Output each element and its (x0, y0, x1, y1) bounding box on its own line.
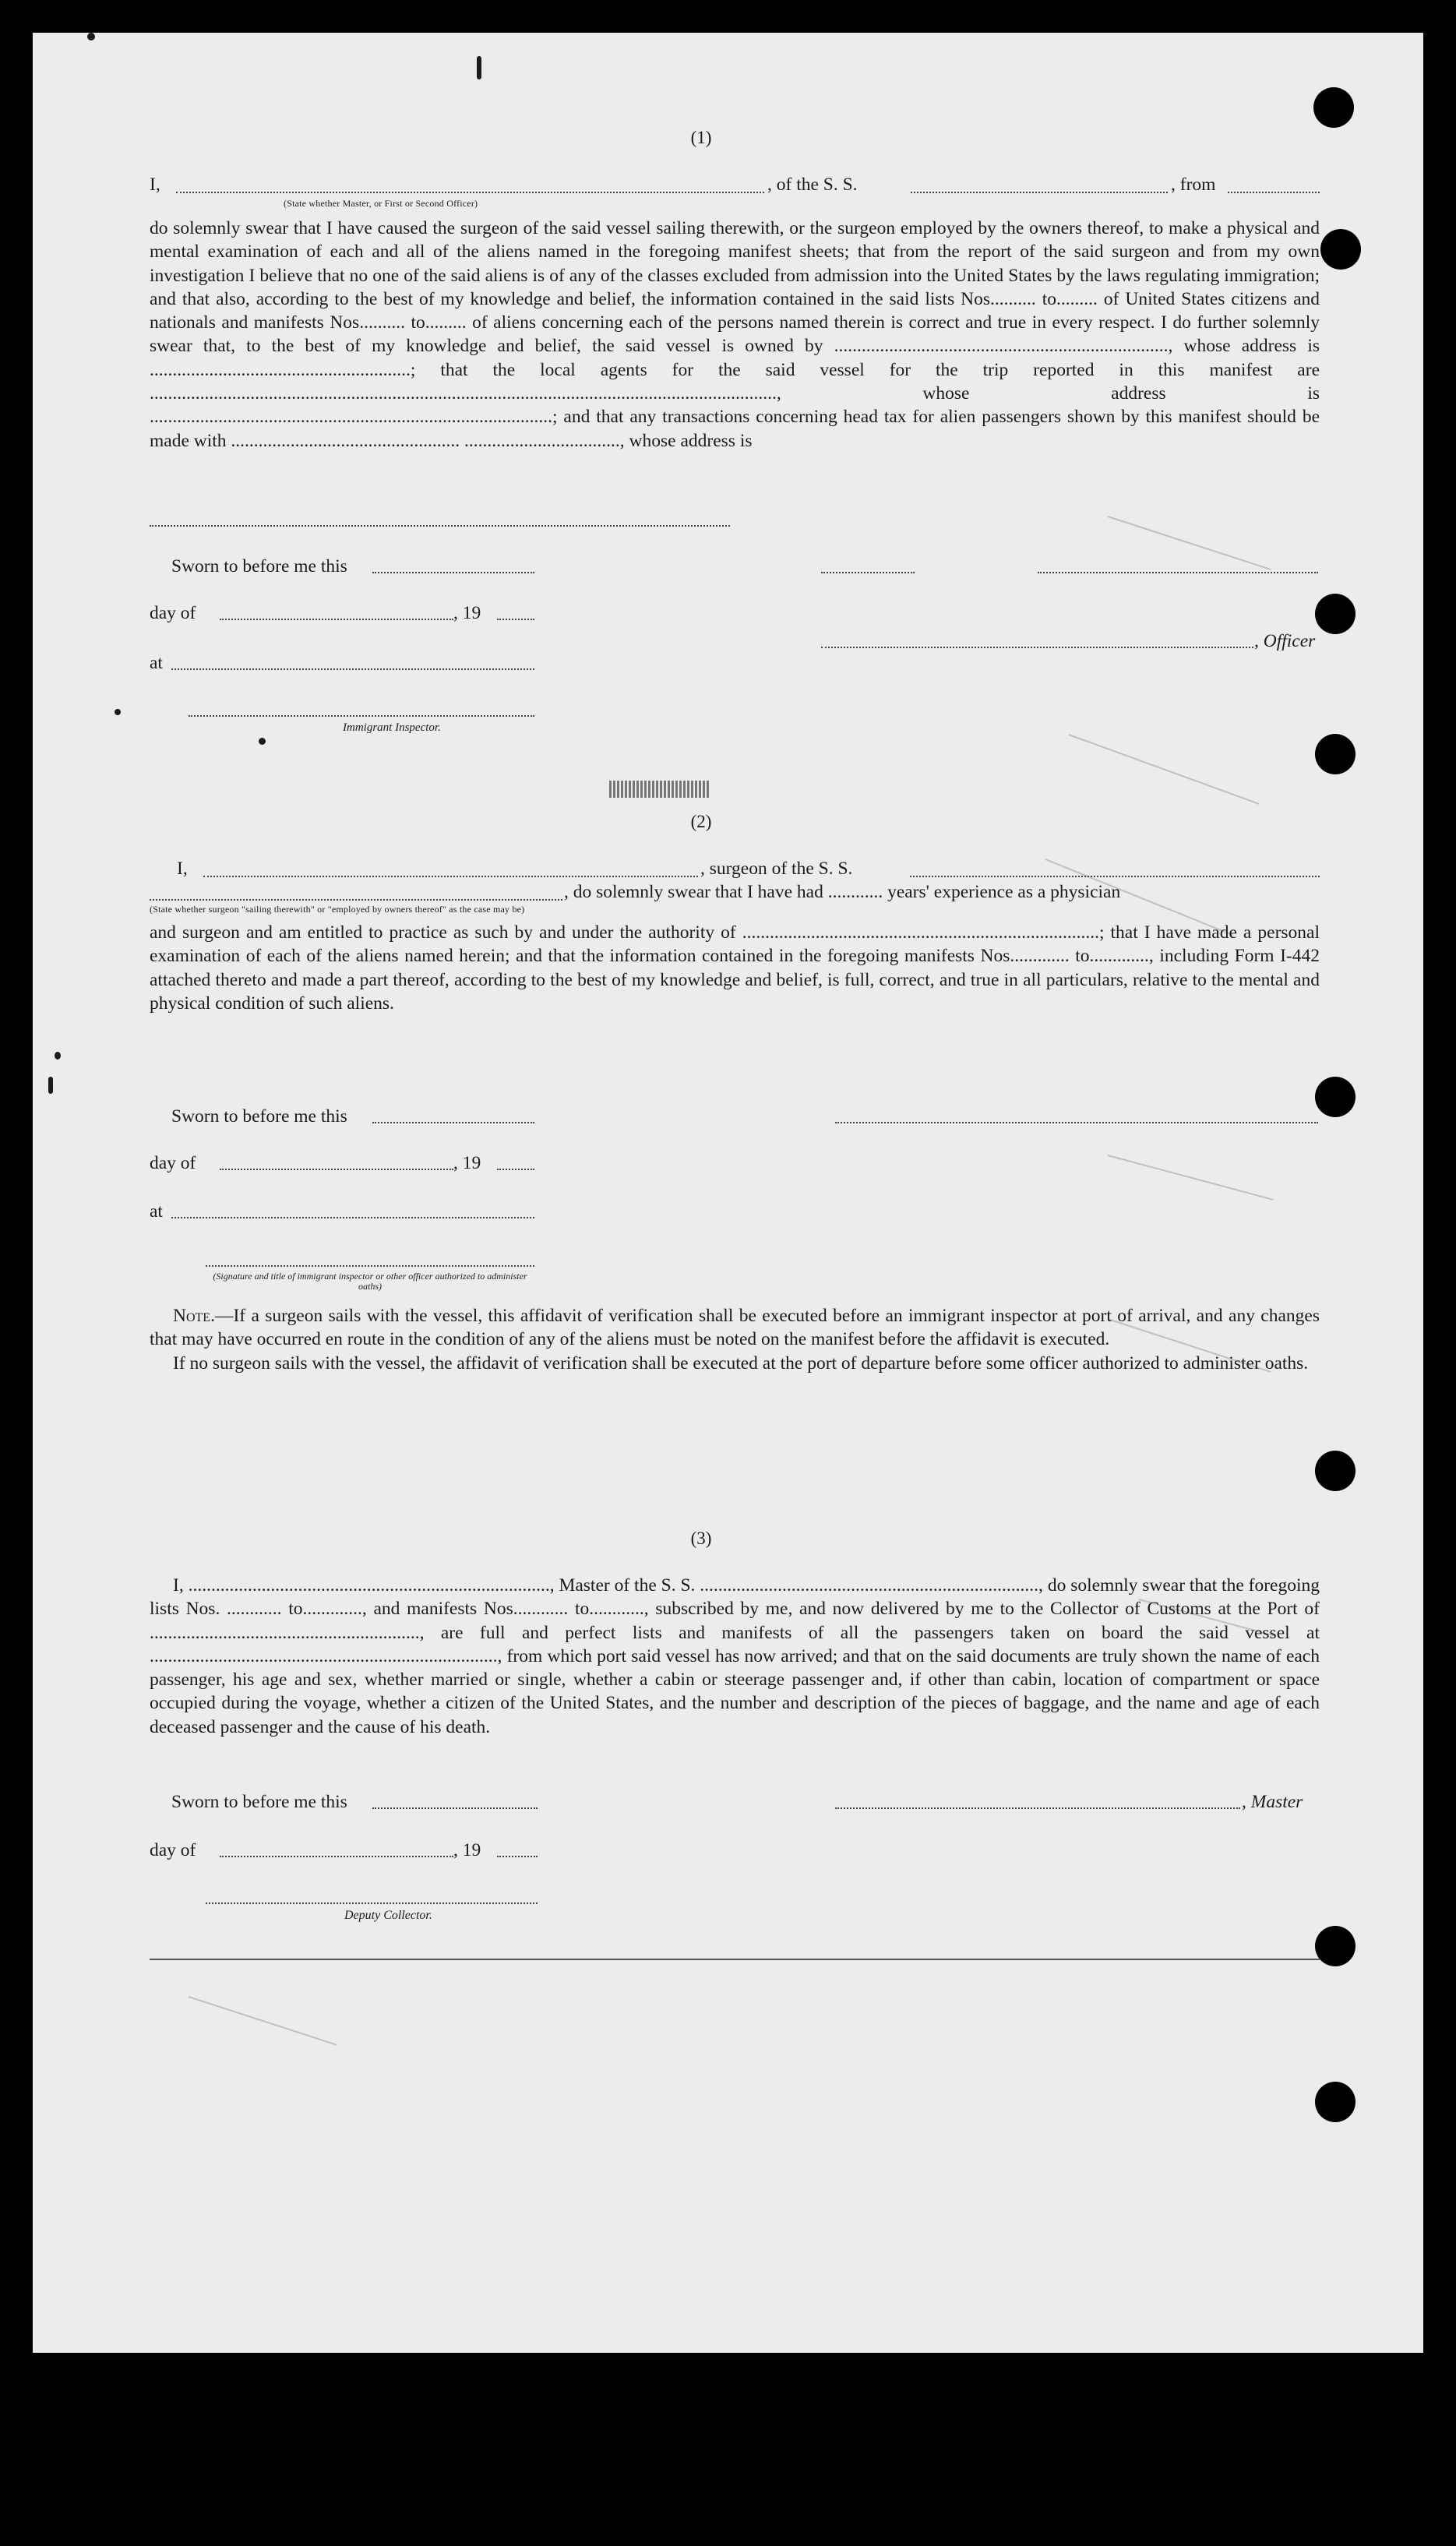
bottom-rule (150, 1959, 1320, 1960)
fill-line (220, 619, 453, 620)
sworn-label: Sworn to before me this (171, 1792, 347, 1812)
fill-line (150, 525, 730, 527)
binder-hole (1315, 1451, 1356, 1491)
section-1-prefix: I, (150, 175, 160, 195)
fill-line (171, 1217, 534, 1218)
note-label: Note. (173, 1306, 215, 1326)
section-2-sworn (171, 1106, 347, 1127)
section-2-notes (150, 1304, 1320, 1375)
section-3-day-of (150, 1840, 196, 1861)
bleed-through-mark (1069, 734, 1260, 805)
bleed-through-mark (1108, 1155, 1274, 1201)
fill-line (821, 572, 915, 573)
day-of-label: day of (150, 1840, 196, 1860)
section-1-caption: (State whether Master, or First or Second Officer) (284, 198, 478, 209)
binder-hole (1313, 87, 1354, 128)
fill-line (1228, 192, 1320, 193)
master-signature-line (835, 1807, 1240, 1809)
section-2-swear: , do solemnly swear that I have had ............ years' experience as a physician (564, 882, 1121, 902)
ink-speck (48, 1077, 53, 1094)
sworn-label: Sworn to before me this (171, 556, 347, 577)
section-1-paragraph: do solemnly swear that I have caused the surgeon of the said vessel sailing therewith, or the surgeon employed by the owners thereof, to make a physical and mental examination of each and all of the aliens named in the foregoing manifest sheets; that from the report of the said surgeon and from my own investigation I believe that no one of the said aliens is of any of the classes excluded from admission into the United States by the laws regulating immigration; and that also, according to the best of my knowledge and belief, the information contained in the said lists Nos.......... to......... of United States citizens and nationals and manifests Nos.......... to......... of aliens concerning each of the persons named therein is correct and true in every respect. I do further solemnly swear that, to the best of my knowledge and belief, the said vessel is owned by ........................................................................., whose address is .........................................................; that the local agents for the said vessel for the trip reported in this manifest are ........................................................................................................................................., whose address is ........................................................................................; and that any transactions concerning head tax for alien passengers shown by this manifest should be made with .................................................. .................................., whose address is (150, 218, 1320, 451)
surgeon-signature-line (835, 1122, 1318, 1123)
binder-hole (1315, 734, 1356, 774)
stamp-mark (609, 781, 710, 798)
fill-line (372, 1807, 538, 1809)
binder-hole (1315, 1077, 1356, 1117)
binder-hole (1315, 1926, 1356, 1966)
fill-line (372, 572, 534, 573)
section-2-year: , 19 (453, 1153, 481, 1173)
day-of-label: day of (150, 1153, 196, 1173)
section-2-surgeon: , surgeon of the S. S. (700, 859, 853, 879)
section-1-day-of (150, 603, 196, 624)
section-2-body (150, 921, 1320, 1015)
note-paragraph-2: If no surgeon sails with the vessel, the affidavit of verification shall be executed at the port of departure before some officer authorized to administer oaths. (173, 1352, 1309, 1374)
section-1-of-ss: , of the S. S. (767, 175, 858, 195)
section-1-year: , 19 (453, 603, 481, 623)
binder-hole (1315, 2082, 1356, 2122)
fill-line (497, 619, 534, 620)
section-3-year: , 19 (453, 1840, 481, 1860)
section-1-officer: , Officer (1254, 631, 1316, 651)
oath-officer-signature-line (206, 1265, 534, 1267)
binder-hole (1315, 594, 1356, 634)
section-3-paragraph: I, ..............................................................................., Master of the S. S. .........................................................................., do solemnly swear that the foregoing lists Nos. ............ to............., and manifests Nos............ to............, subscribed by me, and now delivered by me to the Collector of Customs at the Port of ..........................................................., are full and perfect lists and manifests of all the passengers taken on board the said vessel at ............................................................................, from which port said vessel has now arrived; and that on the said documents are truly shown the name of each passenger, his age and sex, whether married or single, whether a cabin or steerage passenger and, if other than cabin, location of compartment or space occupied during the voyage, whether a citizen of the United States, and the number and description of the pieces of baggage, and the name and age of each deceased passenger and the cause of his death. (150, 1575, 1320, 1737)
section-3-number: (3) (690, 1529, 712, 1548)
section-2-paragraph: and surgeon and am entitled to practice as such by and under the authority of ..............................................................................; that I have made a personal examination of each of the aliens named herein; and that the information contained in the foregoing manifests Nos............. to............., including Form I-442 attached thereto and made a part thereof, according to the best of my knowledge and belief, is full, correct, and true in all particulars, relative to the mental and physical condition of such aliens. (150, 922, 1320, 1014)
note-paragraph-1 (150, 1304, 1320, 1352)
bleed-through-mark (189, 1996, 337, 2046)
section-3-signer: Deputy Collector. (344, 1909, 432, 1922)
section-2-signer: (Signature and title of immigrant inspector or other officer authorized to administer oaths) (213, 1271, 527, 1292)
section-2-prefix: I, (177, 859, 188, 879)
fill-line (150, 899, 562, 901)
ink-speck (87, 33, 95, 41)
ink-speck (115, 709, 121, 715)
binder-hole (1320, 229, 1361, 270)
fill-line (372, 1122, 534, 1123)
ink-speck (55, 1052, 61, 1060)
officer-signature-line (821, 647, 1253, 648)
section-1-signer: Immigrant Inspector. (343, 721, 441, 734)
fill-line (911, 192, 1168, 193)
fill-line (497, 1169, 534, 1170)
fill-line (203, 876, 698, 877)
fill-line (1038, 572, 1318, 573)
section-2-day-of (150, 1153, 196, 1174)
section-3-body (150, 1574, 1320, 1739)
fill-line (176, 192, 764, 193)
section-1-sworn (171, 556, 347, 577)
at-label: at (150, 1201, 163, 1222)
fill-line (171, 668, 534, 670)
section-3-sworn (171, 1792, 347, 1813)
section-1-number: (1) (690, 128, 712, 147)
bleed-through-mark (1108, 516, 1271, 570)
section-2-line1 (177, 859, 1320, 880)
collector-signature-line (206, 1902, 538, 1904)
ink-speck (259, 738, 266, 745)
fill-line (910, 876, 1320, 877)
at-label: at (150, 653, 163, 673)
section-1-body (150, 217, 1320, 453)
section-1-line1 (150, 175, 1320, 196)
fill-line (497, 1856, 538, 1857)
section-2-at (150, 1201, 163, 1222)
ink-speck (477, 56, 481, 79)
section-2-number: (2) (690, 812, 712, 831)
note-text-1: —If a surgeon sails with the vessel, this affidavit of verification shall be executed before an immigrant inspector at port of arrival, and any changes that may have occurred en route in the condition of any of the aliens must be noted on the manifest before the affidavit is executed. (150, 1306, 1320, 1350)
inspector-signature-line (189, 715, 534, 717)
fill-line (220, 1856, 453, 1857)
section-3-master: , Master (1242, 1792, 1303, 1812)
document-page (33, 33, 1423, 2353)
section-2-caption: (State whether surgeon "sailing therewith" or "employed by owners thereof" as the case may be) (150, 904, 525, 915)
sworn-label: Sworn to before me this (171, 1106, 347, 1127)
section-1-from: , from (1171, 175, 1216, 195)
day-of-label: day of (150, 603, 196, 623)
fill-line (220, 1169, 453, 1170)
section-1-at (150, 653, 163, 674)
